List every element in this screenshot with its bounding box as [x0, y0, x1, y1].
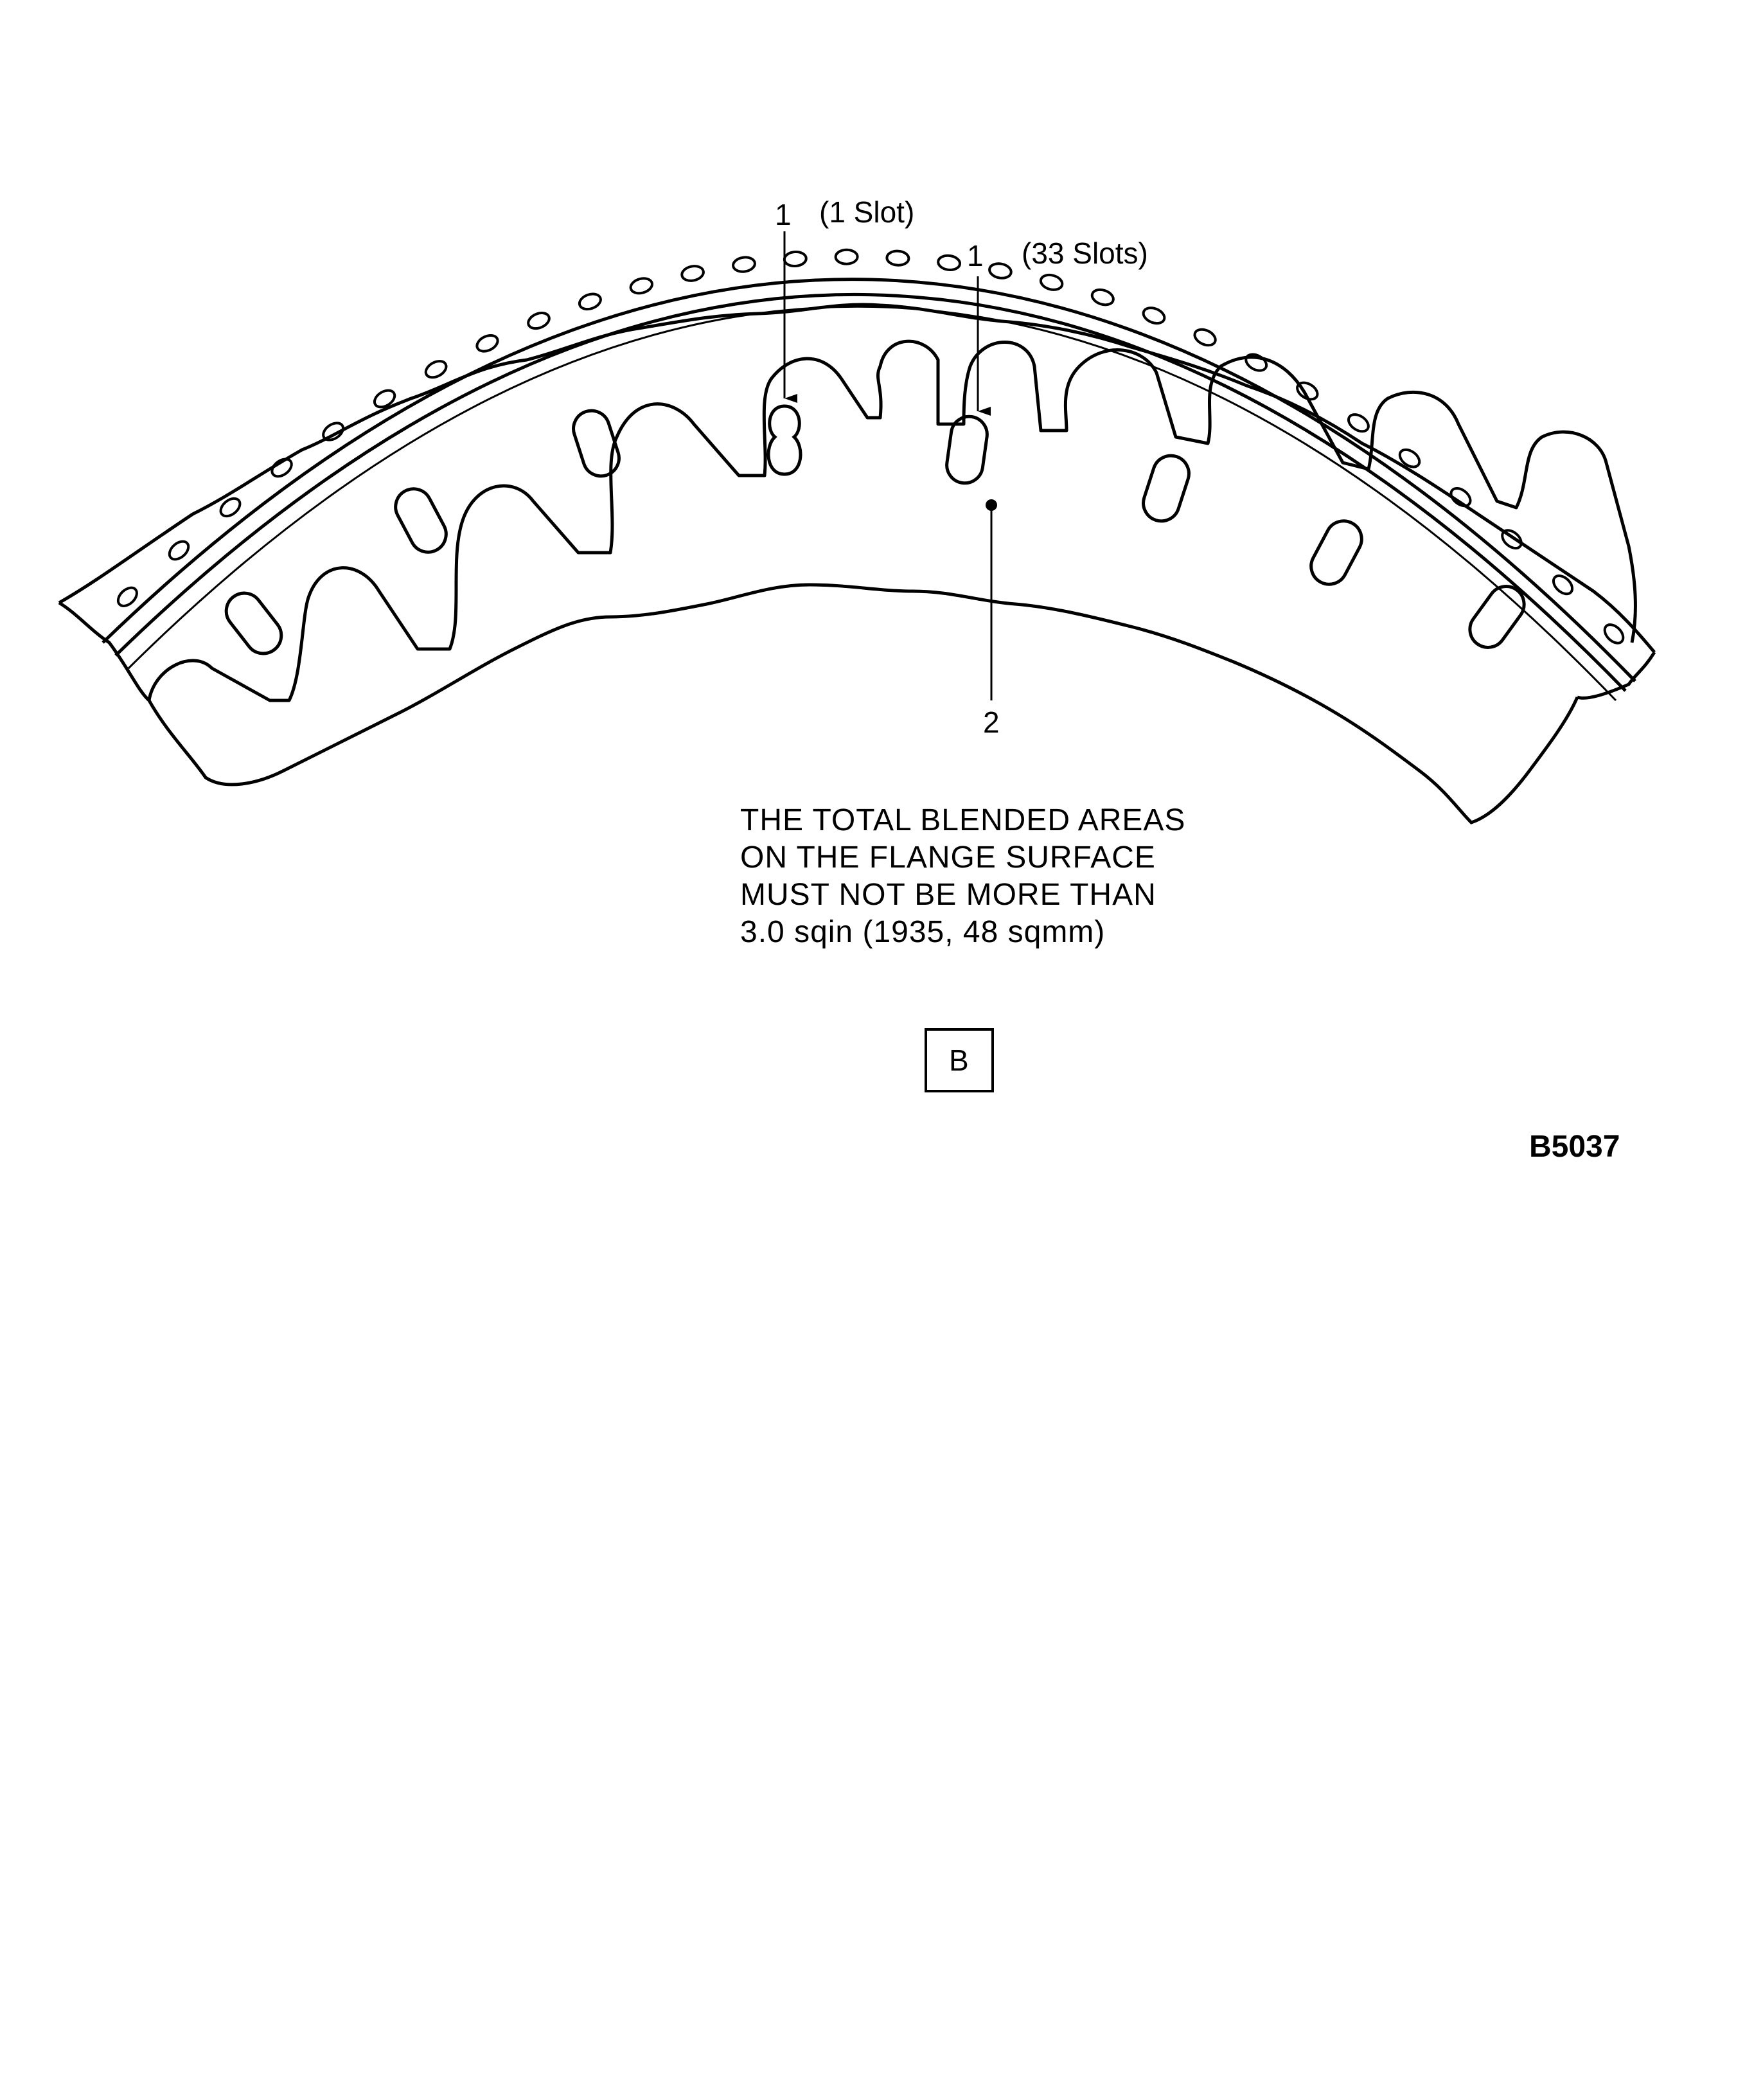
slot [219, 586, 288, 661]
tooth-profile-line [149, 341, 1635, 700]
note-line-2: ON THE FLANGE SURFACE [740, 841, 1156, 875]
callout-33-number: 1 [967, 239, 984, 272]
bolt-hole [1192, 326, 1218, 348]
bolt-hole [423, 358, 448, 380]
slot [1305, 515, 1368, 591]
view-label: B [949, 1044, 969, 1077]
bolt-hole [680, 264, 705, 282]
bolt-hole [1397, 446, 1422, 470]
bolt-hole [114, 584, 140, 609]
bolt-hole [988, 262, 1013, 280]
bolt-hole [526, 310, 552, 332]
flange-inner-break-line [149, 585, 1577, 823]
bolt-hole [784, 251, 807, 267]
flange-right-end [1577, 652, 1654, 698]
callout-1-number: 1 [775, 198, 792, 231]
figure-id: B5037 [1529, 1130, 1620, 1164]
special-slot [768, 406, 801, 474]
flange-rim-inner-2 [128, 307, 1616, 700]
callout-2-dot [986, 499, 997, 511]
flange-rim-outer [103, 280, 1635, 681]
slot [389, 483, 452, 558]
bolt-hole [1090, 287, 1115, 307]
bolt-hole [1448, 485, 1473, 509]
bolt-hole [269, 456, 294, 480]
bolt-hole [1243, 351, 1269, 373]
bolt-hole [937, 254, 961, 271]
bolt-hole [887, 251, 909, 266]
note-line-3: MUST NOT BE MORE THAN [740, 878, 1156, 912]
bolt-hole [1601, 621, 1627, 647]
slot [1138, 451, 1193, 526]
bolt-hole [578, 291, 603, 312]
bolt-hole [474, 332, 500, 354]
bolt-hole [1039, 272, 1063, 292]
bolt-hole [629, 276, 654, 296]
note-line-1: THE TOTAL BLENDED AREAS [740, 803, 1186, 837]
bolt-hole [166, 538, 191, 563]
bolt-hole [732, 256, 756, 273]
callout-1-slot-label: (1 Slot) [819, 195, 915, 229]
slot [569, 406, 623, 481]
bolt-hole [836, 250, 858, 264]
callout-2-number: 2 [983, 706, 1000, 739]
callout-33-slots-label: (33 Slots) [1022, 236, 1148, 270]
bolt-hole [1141, 305, 1167, 326]
flange-rim-inner [116, 294, 1626, 691]
flange-left-end [59, 603, 149, 700]
note-line-4: 3.0 sqin (1935, 48 sqmm) [740, 915, 1106, 949]
bolt-hole [1345, 411, 1371, 435]
